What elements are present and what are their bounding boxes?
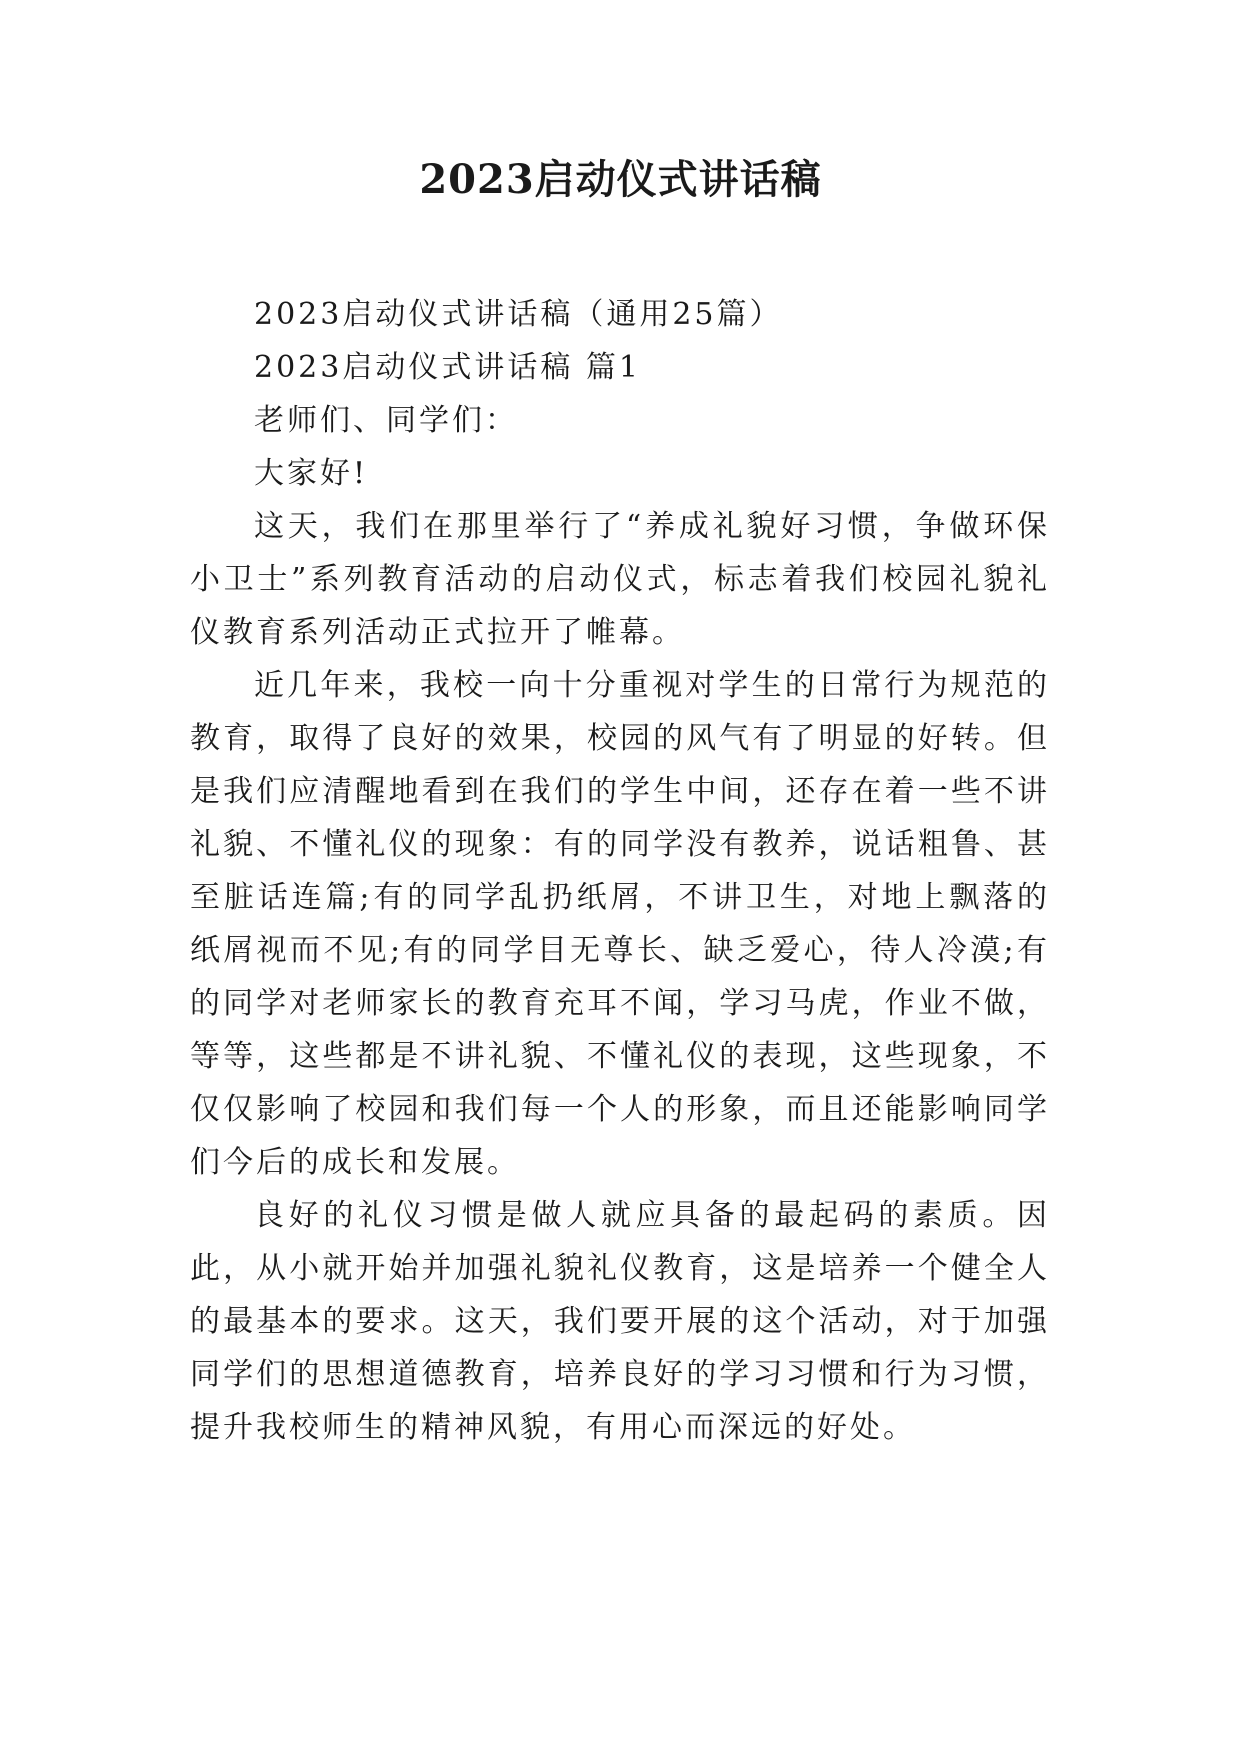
document-subtitle: 2023启动仪式讲话稿（通用25篇） [254, 297, 783, 332]
body-paragraph: 良好的礼仪习惯是做人就应具备的最起码的素质。因此，从小就开始并加强礼貌礼仪教育，这是培养一个健全人的最基本的要求。这天，我们要开展的这个活动，对于加强同学们的思想道德教育，培养良好的学习习惯和行为习惯，提升我校师生的精神风貌，有用心而深远的好处。 [190, 1198, 1050, 1445]
greeting: 大家好! [254, 456, 369, 491]
document-body [190, 288, 1050, 1454]
salutation: 老师们、同学们： [254, 403, 518, 438]
body-paragraph: 这天，我们在那里举行了“养成礼貌好习惯，争做环保小卫士”系列教育活动的启动仪式，标志着我们校园礼貌礼仪教育系列活动正式拉开了帷幕。 [190, 509, 1050, 650]
document-title: 2023启动仪式讲话稿 [419, 156, 822, 203]
body-paragraph: 近几年来，我校一向十分重视对学生的日常行为规范的教育，取得了良好的效果，校园的风气有了明显的好转。但是我们应清醒地看到在我们的学生中间，还存在着一些不讲礼貌、不懂礼仪的现象：有的同学没有教养，说话粗鲁、甚至脏话连篇;有的同学乱扔纸屑，不讲卫生，对地上飘落的纸屑视而不见;有的同学目无尊长、缺乏爱心，待人冷漠;有的同学对老师家长的教育充耳不闻，学习马虎，作业不做，等等，这些都是不讲礼貌、不懂礼仪的表现，这些现象，不仅仅影响了校园和我们每一个人的形象，而且还能影响同学们今后的成长和发展。 [190, 668, 1050, 1180]
section-heading: 2023启动仪式讲话稿 篇1 [254, 350, 641, 385]
